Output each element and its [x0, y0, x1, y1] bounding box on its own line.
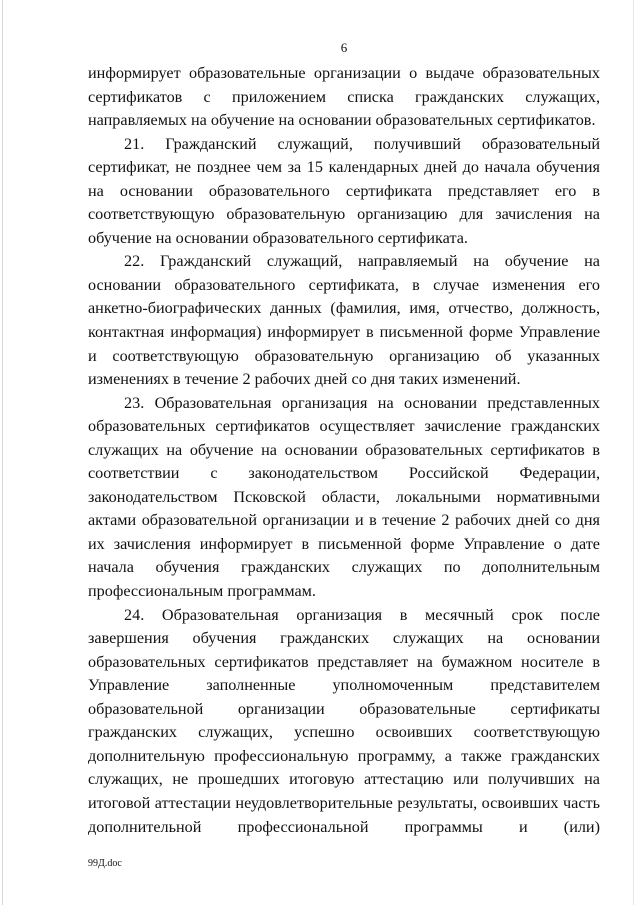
- paragraph-21: 21. Гражданский служащий, получивший образовательный сертификат, не позднее чем за 15 календарных дней до начала обучения на основании образовательного сертификата представляет его в соответствующую образовательную организацию для зачисления на обучение на основании образовательного сертификата.: [88, 134, 600, 247]
- paragraph-22: 22. Гражданский служащий, направляемый на обучение на основании образовательного сертификата, в случае изменения его анкетно-биографических данных (фамилия, имя, отчество, должность, контактная информация) информирует в письменной форме Управление и соответствующую образовательную организацию об указанных изменениях в течение 2 рабочих дней со дня таких изменений.: [88, 252, 600, 389]
- paragraph-23: 23. Образовательная организация на основании представленных образовательных сертификатов осуществляет зачисление гражданских служащих на обучение на основании образовательных сертификатов в соответствии с законодательством Российской Федерации, законодательством Псковской области, локальными нормативными актами образовательной организации и в течение 2 рабочих дней со дня их зачисления информирует в письменной форме Управление о дате начала обучения гражданских служащих по дополнительным профессиональным программам.: [88, 393, 600, 601]
- scan-edge-right: [633, 0, 634, 905]
- paragraph-24: 24. Образовательная организация в месячный срок после завершения обучения гражданских служащих на основании образовательных сертификатов представляет на бумажном носителе в Управление заполненные уполномоченным представителем образовательной организации образовательные сертификаты гражданских служащих, успешно освоивших соответствующую дополнительную профессиональную программу, а также гражданских служащих, не прошедших итоговую аттестацию или получивших на итоговой аттестации неудовлетворительные результаты, освоивших часть дополнительной профессиональной программы и (или): [88, 605, 600, 836]
- document-body: [88, 62, 600, 839]
- paragraph-continuation: информирует образовательные организации о выдаче образовательных сертификатов с приложением списка гражданских служащих, направляемых на обучение на основании образовательных сертификатов.: [88, 64, 600, 130]
- footer-filename: 99Д.doc: [88, 858, 122, 869]
- scan-edge-left: [2, 0, 3, 905]
- page-number: 6: [340, 40, 348, 55]
